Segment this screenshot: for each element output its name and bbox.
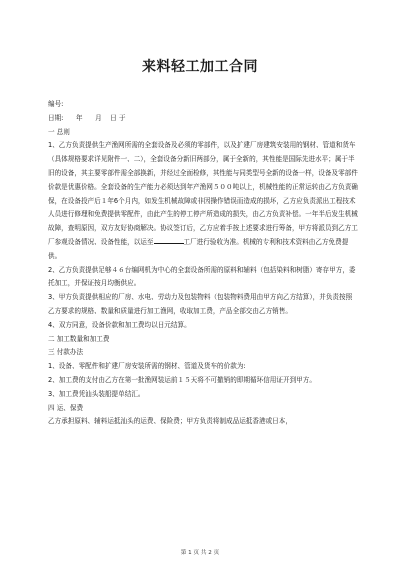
blank-line <box>154 237 184 244</box>
general-clause-1-text: 1、乙方负责提供生产渔网所需的全套设备及必须的零部件，以及扩建厂房建筑安装用的钢材、管道和货车（具体规格要求详见附件一、二），全套设备分新旧两部分，属于全新的，其性能是国际先进水平；属于半旧的设备，其主要零部件需全部换新，并经过全面检修，其性能与同类型号全新的设备一样，设备及零部件价款是优惠价格。全套设备的生产能力必须达到年产渔网５００吨以上，机械性能的正常运转由乙方负责确保，在设备投产后１年6个月内，如发生机械故障或非因操作错误而造成的损坏，乙方应负责派出工程技术人员进行修理和免费提供零配件，由此产生的停工停产所造成的损失，由乙方负责补偿。一年半后发生机械故障，查明原因，双方友好协商解决。协议签订后，乙方应着手按上述要求进行筹备，甲方将派员到乙方工厂参观设备情况、设备性能，以运至 <box>48 141 358 246</box>
section-heading-processing: 二 加工数量和加工费 <box>48 334 110 343</box>
document-body <box>48 98 358 429</box>
page-footer: 第 1 页 共 2 页 <box>180 550 220 556</box>
general-clause-4: 4、双方同意，设备价款和加工费均以日元结算。 <box>48 320 191 329</box>
section-heading-freight: 四 运、保费 <box>48 403 84 412</box>
general-clause-1 <box>48 139 358 263</box>
document-title: 来料轻工加工合同 <box>142 59 258 75</box>
general-clause-1-tail: 工厂进行验收为准。机械的专利和技术资料由乙方免费提供。 <box>48 237 349 260</box>
contract-date-line: 日期: 年 月 日 于 <box>48 113 126 122</box>
section-heading-general: 一 总则 <box>48 127 70 136</box>
payment-clause-1: 1、设备、零配件和扩建厂房安装所需的钢材、管道及货车的价款为: <box>48 362 246 371</box>
payment-clause-2: 2、加工费的支付由乙方在第一批渔网装运前１５天将不可撤销的即期循环信用证开到甲方。 <box>48 375 316 384</box>
contract-number-label: 编号: <box>48 100 64 108</box>
general-clause-3: 3、甲方负责提供相应的厂房、水电、劳动力及包装物料（包装物料费用由甲方向乙方结算），并负责按照乙方要求的规格、数量和质量进行加工渔网，收取加工费，产品全部交由乙方销售。 <box>48 293 353 315</box>
payment-clause-3: 3、加工费凭汕头装船提单结汇。 <box>48 389 145 398</box>
general-clause-2: 2、乙方负责提供足够４６台编网机为中心的全套设备所需的原料和辅料（包括染料和树脂）寄存甲方，委托加工，并保证按月均衡供应。 <box>48 265 356 288</box>
freight-clause-1: 乙方承担原料、辅料运抵汕头的运费、保险费；甲方负责将制成品运抵香港或日本， <box>48 417 292 426</box>
section-heading-payment: 三 付款办法 <box>48 348 84 357</box>
